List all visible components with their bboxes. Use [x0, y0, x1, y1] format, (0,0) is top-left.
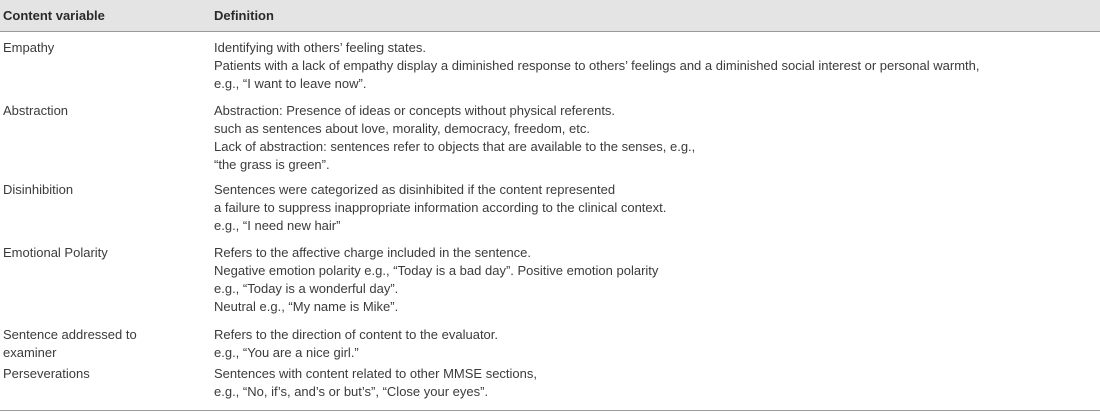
- definition-line: e.g., “No, if’s, and’s or but’s”, “Close your eyes”.: [214, 384, 489, 399]
- definition-line: Patients with a lack of empathy display a diminished response to others’ feelings and a diminished social interest or personal warmth,: [214, 58, 980, 73]
- definition-line: a failure to suppress inappropriate information according to the clinical context.: [214, 200, 667, 215]
- header-rule: [0, 31, 1100, 32]
- row-definition: [214, 102, 1094, 174]
- row-variable: Perseverations: [3, 366, 90, 381]
- definition-line: Sentences were categorized as disinhibited if the content represented: [214, 182, 616, 197]
- row-definition: [214, 181, 1094, 235]
- definition-line: e.g., “I need new hair”: [214, 218, 341, 233]
- row-variable: Emotional Polarity: [3, 245, 108, 260]
- row-variable: Disinhibition: [3, 182, 74, 197]
- definition-line: Refers to the direction of content to the evaluator.: [214, 327, 499, 342]
- definition-line: Abstraction: Presence of ideas or concepts without physical referents.: [214, 103, 616, 118]
- header-definition: Definition: [214, 8, 274, 23]
- definition-line: such as sentences about love, morality, democracy, freedom, etc.: [214, 121, 590, 136]
- definition-line: Sentences with content related to other MMSE sections,: [214, 366, 538, 381]
- table-bottom-rule: [0, 410, 1100, 411]
- row-definition: [214, 326, 1094, 362]
- row-definition: [214, 39, 1094, 93]
- row-definition: [214, 244, 1094, 316]
- definition-line: e.g., “I want to leave now”.: [214, 76, 367, 91]
- table-header: [0, 0, 1100, 31]
- definition-line: e.g., “You are a nice girl.”: [214, 345, 359, 360]
- row-variable: Empathy: [3, 40, 55, 55]
- definition-line: “the grass is green”.: [214, 157, 330, 172]
- header-content-variable: Content variable: [3, 8, 105, 23]
- row-variable: Sentence addressed to examiner: [3, 327, 137, 360]
- definition-line: Neutral e.g., “My name is Mike”.: [214, 299, 399, 314]
- definition-line: Identifying with others’ feeling states.: [214, 40, 426, 55]
- definition-line: e.g., “Today is a wonderful day”.: [214, 281, 399, 296]
- definition-line: Lack of abstraction: sentences refer to objects that are available to the senses, e.g.,: [214, 139, 696, 154]
- definition-line: Negative emotion polarity e.g., “Today is a bad day”. Positive emotion polarity: [214, 263, 659, 278]
- row-definition: [214, 365, 1094, 401]
- row-variable: Abstraction: [3, 103, 69, 118]
- definition-line: Refers to the affective charge included in the sentence.: [214, 245, 532, 260]
